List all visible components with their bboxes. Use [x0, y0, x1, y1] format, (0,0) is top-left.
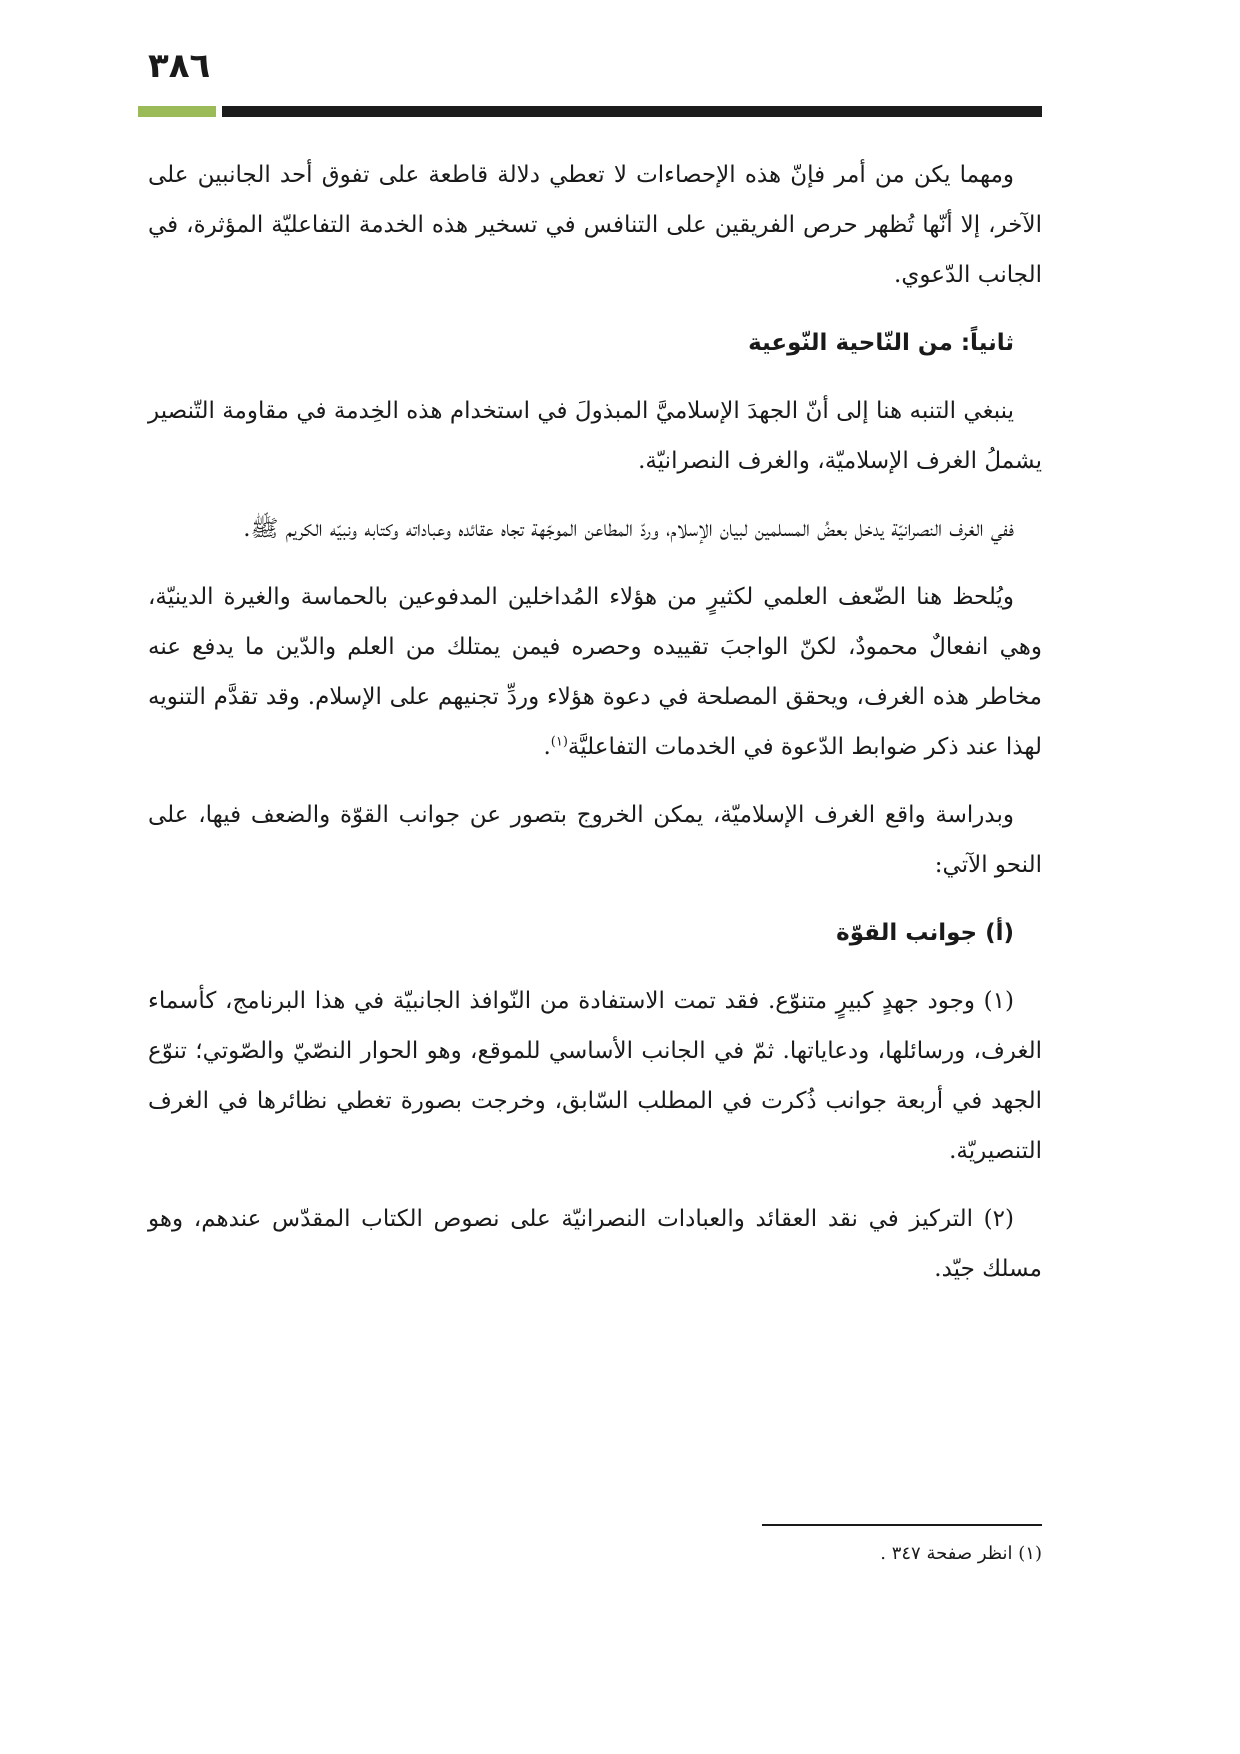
paragraph-5: وبدراسة واقع الغرف الإسلاميّة، يمكن الخروج بتصور عن جوانب القوّة والضعف فيها، على النحو الآتي: [148, 802, 1042, 878]
page-body [148, 150, 1042, 1312]
subheading-strengths: (أ) جوانب القوّة [836, 920, 1014, 946]
footnote-reference-1[interactable]: (١) [550, 734, 568, 750]
paragraph-4-text: ويُلحظ هنا الضّعف العلمي لكثيرٍ من هؤلاء المُداخلين المدفوعين بالحماسة والغيرة الدينيّة، وهي انفعالٌ محمودٌ، لكنّ الواجبَ تقييده وحصره فيمن يمتلك من العلم والدّين ما يدفع عنه مخاطر هذه الغرف، ويحقق المصلحة في دعوة هؤلاء وردِّ تجنيهم على الإسلام. وقد تقدَّم التنويه لهذا عند ذكر ضوابط الدّعوة في الخدمات التفاعليَّة [148, 584, 1042, 760]
header-rule [222, 106, 1042, 117]
section-heading-qualitative: ثانياً: من النّاحية النّوعية [748, 330, 1014, 356]
footnote-1: (١) انظر صفحة ٣٤٧ . [880, 1543, 1042, 1564]
page-number: ٣٨٦ [148, 46, 211, 86]
header-rule-accent [138, 106, 216, 117]
paragraph-4 [148, 572, 1042, 772]
footnote-separator [762, 1524, 1042, 1526]
list-item-2: (٢) التركيز في نقد العقائد والعبادات النصرانيّة على نصوص الكتاب المقدّس عندهم، وهو مسلك جيّد. [148, 1206, 1042, 1282]
paragraph-2: ينبغي التنبه هنا إلى أنّ الجهدَ الإسلاميَّ المبذولَ في استخدام هذه الخِدمة في مقاومة التّنصير يشملُ الغرف الإسلاميّة، والغرف النصرانيّة. [148, 398, 1042, 474]
paragraph-3: ففي الغرف النصرانيّة يدخل بعضُ المسلمين لبيان الإسلام، وردّ المطاعن الموجّهة تجاه عقائده وعباداته وكتابه ونبيّه الكريم ﷺ. [243, 516, 1014, 542]
list-item-1: (١) وجود جهدٍ كبيرٍ متنوّع. فقد تمت الاستفادة من النّوافذ الجانبيّة في هذا البرنامج، كأسماء الغرف، ورسائلها، ودعاياتها. ثمّ في الجانب الأساسي للموقع، وهو الحوار النصّيّ والصّوتي؛ تنوّع الجهد في أربعة جوانب ذُكرت في المطلب السّابق، وخرجت بصورة تغطي نظائرها في الغرف التنصيريّة. [148, 988, 1042, 1164]
paragraph-4-end: . [543, 734, 551, 760]
paragraph-1: ومهما يكن من أمر فإنّ هذه الإحصاءات لا تعطي دلالة قاطعة على تفوق أحد الجانبين على الآخر، إلا أنّها تُظهر حرص الفريقين على التنافس في تسخير هذه الخدمة التفاعليّة المؤثرة، في الجانب الدّعوي. [148, 162, 1042, 288]
